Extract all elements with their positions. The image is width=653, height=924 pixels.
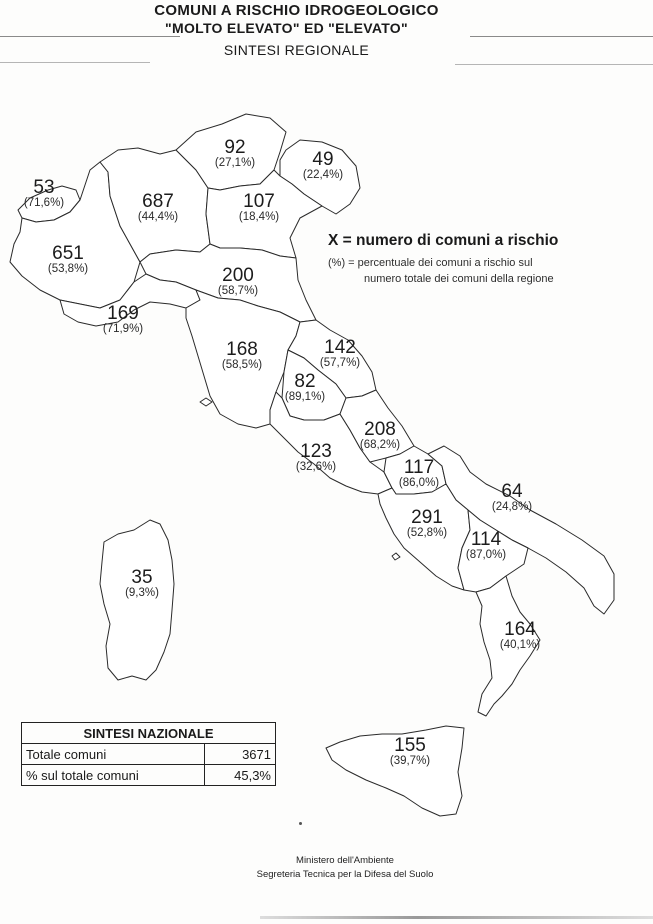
region-count: 123 (300, 441, 332, 462)
row-label-total-comuni: Totale comuni (22, 744, 205, 765)
map-legend (328, 232, 628, 288)
region-percentage: (39,7%) (389, 755, 431, 767)
table-row (22, 765, 276, 786)
region-count: 651 (52, 243, 84, 264)
region-count: 155 (394, 735, 426, 756)
scan-speck (299, 822, 302, 825)
region-count: 291 (411, 507, 443, 528)
label-lombardia (118, 192, 198, 224)
region-count: 208 (364, 419, 396, 440)
label-sicilia (378, 736, 442, 768)
heading-line-1: COMUNI A RISCHIO IDROGEOLOGICO (154, 2, 439, 19)
island-elba (200, 398, 212, 406)
row-value-total-comuni: 3671 (205, 744, 276, 765)
table-row (22, 744, 276, 765)
region-count: 53 (33, 177, 55, 198)
region-percentage: (18,4%) (238, 211, 280, 223)
row-value-pct-comuni: 45,3% (205, 765, 276, 786)
region-percentage: (27,1%) (214, 157, 256, 169)
label-umbria (274, 372, 336, 404)
label-toscana (204, 340, 280, 372)
region-percentage: (57,7%) (319, 357, 361, 369)
region-sardegna[interactable] (100, 520, 174, 680)
region-count: 687 (142, 191, 174, 212)
region-percentage: (24,8%) (491, 501, 533, 513)
region-count: 168 (226, 339, 258, 360)
region-count: 114 (470, 529, 502, 550)
island-ischia (392, 553, 400, 560)
label-puglia (482, 482, 542, 514)
region-count: 82 (294, 371, 316, 392)
region-percentage: (22,4%) (302, 169, 344, 181)
scan-edge (260, 916, 653, 919)
region-percentage: (53,8%) (47, 263, 89, 275)
region-percentage: (58,5%) (221, 359, 263, 371)
footer-department: Segreteria Tecnica per la Difesa del Suolo (256, 869, 434, 881)
label-veneto (222, 192, 296, 224)
region-count: 107 (243, 191, 275, 212)
footer-ministry: Ministero dell'Ambiente (296, 855, 394, 866)
label-basilicata (454, 530, 518, 562)
national-summary-title: SINTESI NAZIONALE (22, 723, 276, 744)
region-percentage: (71,6%) (23, 197, 65, 209)
region-count: 164 (504, 619, 536, 640)
label-trentino-alto-adige (200, 138, 270, 170)
legend-desc-line-1: (%) = percentuale dei comuni a rischio sul (328, 257, 533, 269)
label-marche (302, 338, 378, 370)
region-percentage: (9,3%) (125, 587, 159, 599)
region-count: 142 (324, 337, 356, 358)
region-percentage: (71,9%) (102, 323, 144, 335)
label-valle-d-aosta (14, 178, 74, 210)
legend-desc-line-2: numero totale dei comuni della regione (364, 272, 554, 285)
label-campania (392, 508, 462, 540)
region-count: 117 (403, 457, 435, 478)
heading-line-2: "MOLTO ELEVATO" ED "ELEVATO" (165, 20, 408, 36)
region-percentage: (44,4%) (137, 211, 179, 223)
region-count: 49 (312, 149, 334, 170)
region-percentage: (32,6%) (295, 461, 337, 473)
label-calabria (488, 620, 552, 652)
legend-title: X = numero di comuni a rischio (328, 232, 559, 249)
region-percentage: (89,1%) (284, 391, 326, 403)
label-sardegna (112, 568, 172, 600)
label-friuli-venezia-giulia (290, 150, 356, 182)
region-count: 35 (131, 567, 153, 588)
region-percentage: (87,0%) (465, 549, 507, 561)
region-count: 169 (107, 303, 139, 324)
label-liguria (88, 304, 158, 336)
document-footer (200, 854, 490, 883)
label-molise (386, 458, 452, 490)
label-lazio (282, 442, 350, 474)
region-percentage: (68,2%) (359, 439, 401, 451)
row-label-pct-comuni: % sul totale comuni (22, 765, 205, 786)
table-header-row (22, 723, 276, 744)
heading-line-3: SINTESI REGIONALE (223, 42, 370, 58)
national-summary-table (21, 722, 276, 786)
region-count: 92 (224, 137, 246, 158)
label-piemonte (28, 244, 108, 276)
label-emilia-romagna (198, 266, 278, 298)
region-percentage: (58,7%) (217, 285, 259, 297)
region-count: 200 (222, 265, 254, 286)
region-count: 64 (501, 481, 523, 502)
region-percentage: (40,1%) (499, 639, 541, 651)
legend-description (328, 256, 628, 288)
region-percentage: (86,0%) (398, 477, 440, 489)
label-abruzzo (344, 420, 416, 452)
region-percentage: (52,8%) (406, 527, 448, 539)
